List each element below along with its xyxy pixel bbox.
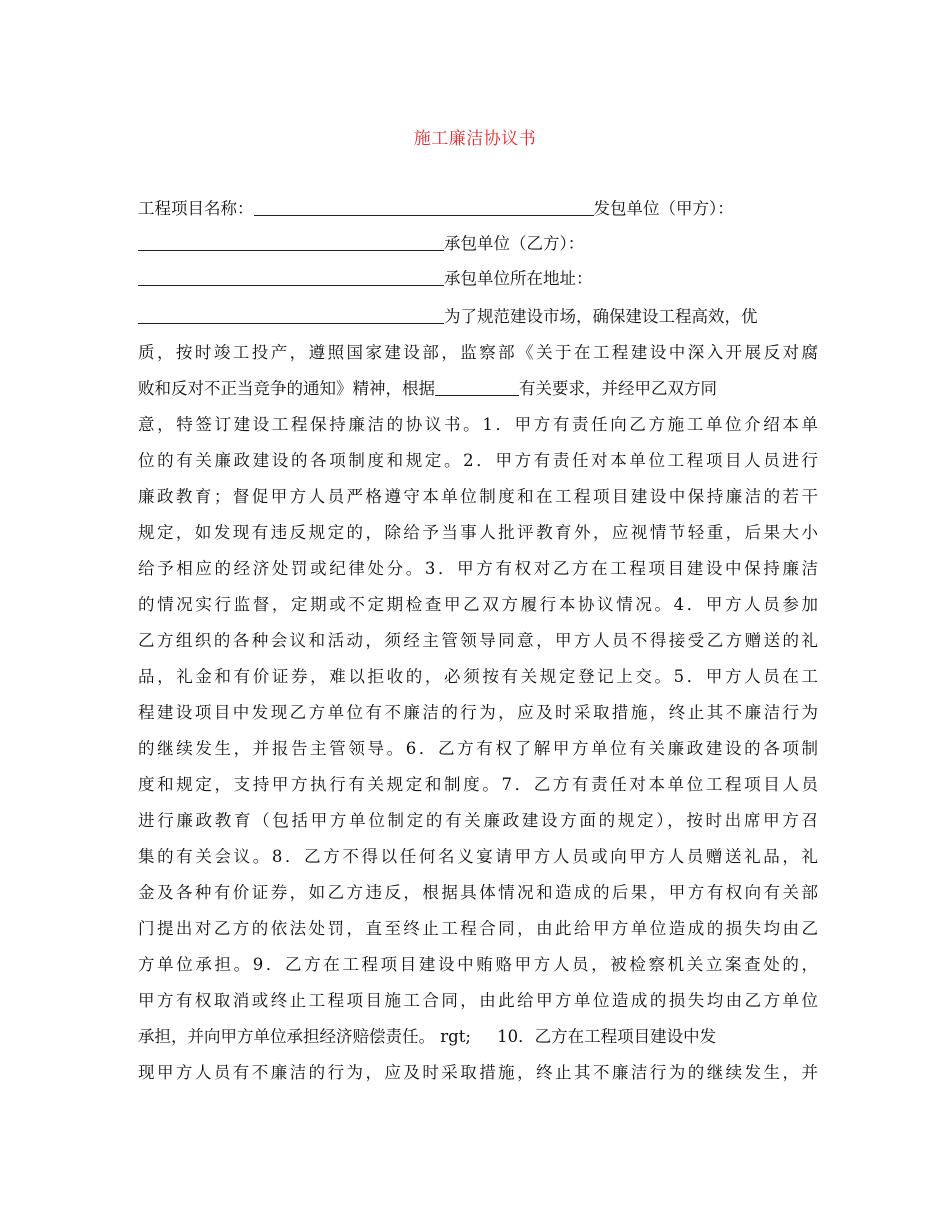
body-line: 门提出对乙方的依法处罚，直至终止工程合同，由此给甲方单位造成的损失均由乙 <box>138 919 818 938</box>
body-line-1 <box>138 305 818 329</box>
project-name-blank <box>254 199 594 216</box>
body-line: 规定，如发现有违反规定的，除给予当事人批评教育外，应视情节轻重，后果大小 <box>138 523 818 542</box>
body-text: 为了规范建设市场，确保建设工程高效，优 <box>444 307 758 326</box>
body-line: 方单位承担。9．乙方在工程项目建设中贿赂甲方人员，被检察机关立案查处的， <box>138 955 818 974</box>
body-line: 位的有关廉政建设的各项制度和规定。2．甲方有责任对本单位工程项目人员进行 <box>138 451 818 470</box>
project-name-line <box>138 197 818 221</box>
body-line: 意，特签订建设工程保持廉洁的协议书。1．甲方有责任向乙方施工单位介绍本单 <box>138 415 818 434</box>
contractor-address-label: 承包单位所在地址： <box>444 269 593 288</box>
contractor-address-line <box>138 267 818 291</box>
body-line: 集的有关会议。8．乙方不得以任何名义宴请甲方人员或向甲方人员赠送礼品，礼 <box>138 847 818 866</box>
address-blank <box>138 307 444 324</box>
body-line: 给予相应的经济处罚或纪律处分。3．甲方有权对乙方在工程项目建设中保持廉洁 <box>138 559 818 578</box>
basis-blank <box>435 379 519 396</box>
document-title: 施工廉洁协议书 <box>413 129 537 149</box>
contractor-blank <box>138 234 444 251</box>
body-line: 金及各种有价证券，如乙方违反，根据具体情况和造成的后果，甲方有权向有关部 <box>138 883 818 902</box>
body-line: 乙方组织的各种会议和活动，须经主管领导同意，甲方人员不得接受乙方赠送的礼 <box>138 631 818 650</box>
body-line: 程建设项目中发现乙方单位有不廉洁的行为，应及时采取措施，终止其不廉洁行为 <box>138 703 818 722</box>
body-line: 质，按时竣工投产，遵照国家建设部，监察部《关于在工程建设中深入开展反对腐 <box>138 343 818 362</box>
body-text: 败和反对不正当竞争的通知》精神，根据 <box>138 379 435 398</box>
body-line-basis <box>138 377 818 401</box>
body-line: 廉政教育；督促甲方人员严格遵守本单位制度和在工程项目建设中保持廉洁的若干 <box>138 487 818 506</box>
body-line: 度和规定，支持甲方执行有关规定和制度。7．乙方有责任对本单位工程项目人员 <box>138 775 818 794</box>
project-name-label: 工程项目名称： <box>138 199 254 218</box>
contractor-line <box>138 232 818 256</box>
body-line: 承担，并向甲方单位承担经济赔偿责任。 rgt; 10．乙方在工程项目建设中发 <box>138 1027 717 1046</box>
employer-label: 发包单位（甲方）： <box>593 199 734 218</box>
body-line: 的继续发生，并报告主管领导。6．乙方有权了解甲方单位有关廉政建设的各项制 <box>138 739 818 758</box>
contractor-address-blank <box>138 269 444 286</box>
body-line: 甲方有权取消或终止工程项目施工合同，由此给甲方单位造成的损失均由乙方单位 <box>138 991 818 1010</box>
body-text: 有关要求，并经甲乙双方同 <box>519 379 717 398</box>
body-line: 现甲方人员有不廉洁的行为，应及时采取措施，终止其不廉洁行为的继续发生，并 <box>138 1063 818 1082</box>
body-line: 的情况实行监督，定期或不定期检查甲乙双方履行本协议情况。4．甲方人员参加 <box>138 595 818 614</box>
contractor-label: 承包单位（乙方）： <box>444 234 585 253</box>
body-line: 进行廉政教育（包括甲方单位制定的有关廉政建设方面的规定），按时出席甲方召 <box>138 811 818 830</box>
body-line: 品，礼金和有价证券，难以拒收的，必须按有关规定登记上交。5．甲方人员在工 <box>138 667 818 686</box>
